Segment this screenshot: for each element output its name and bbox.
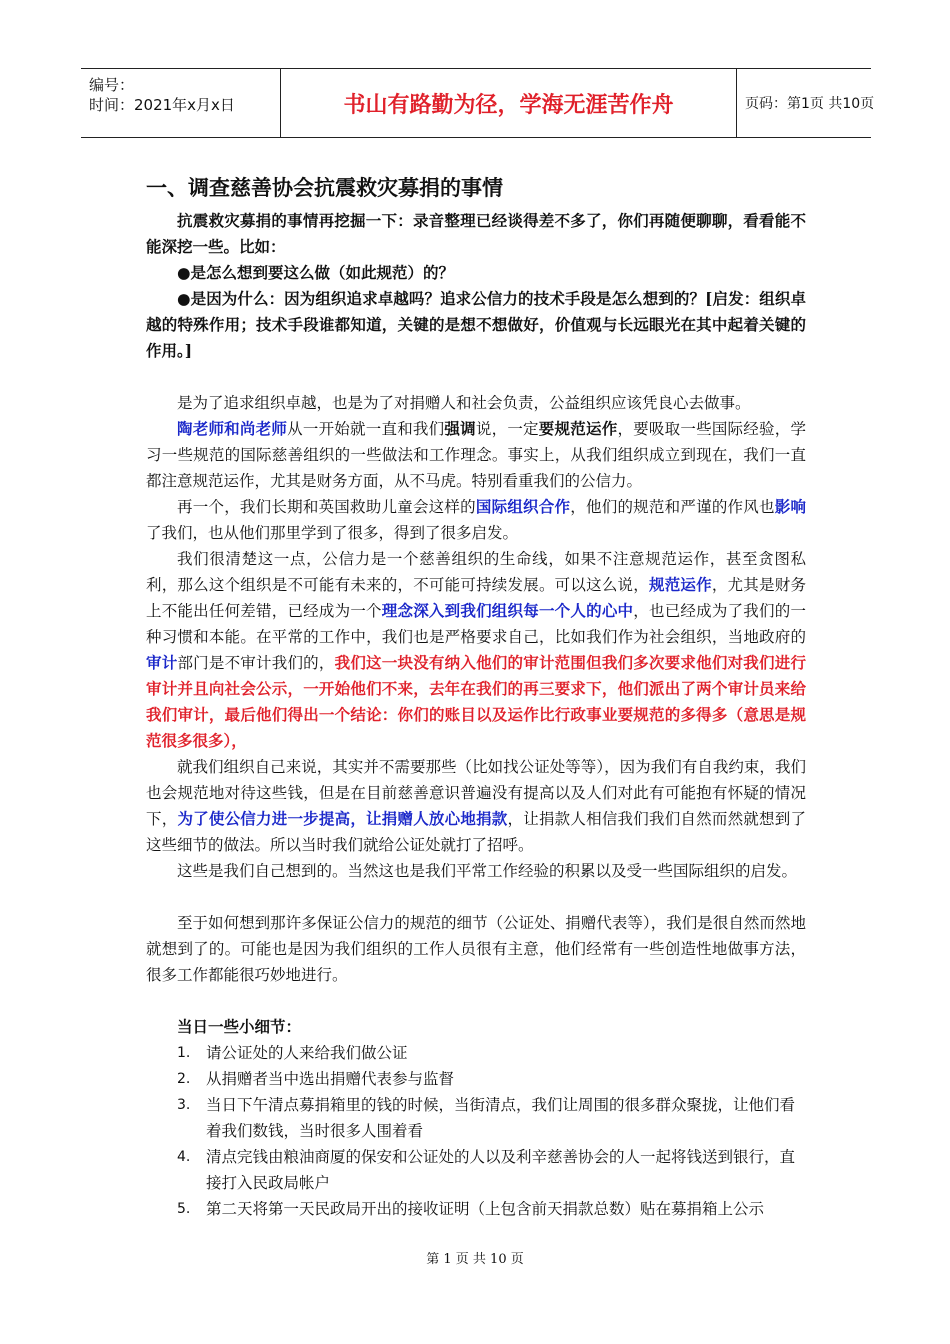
details-heading: 当日一些小细节： <box>177 1017 302 1036</box>
header-motto: 书山有路勤为径，学海无涯苦作舟 <box>281 69 737 137</box>
header-page-info: 页码：第1页 共10页 <box>745 96 875 112</box>
list-text: 请公证处的人来给我们做公证 <box>206 1044 408 1062</box>
list-item <box>146 1040 806 1066</box>
list-number: 1. <box>177 1045 191 1061</box>
document-body <box>146 208 806 1222</box>
header-table <box>81 68 875 138</box>
list-item <box>146 1066 806 1092</box>
intro-paragraph: 抗震救灾募捐的事情再挖掘一下：录音整理已经谈得差不多了，你们再随便聊聊，看看能不能深挖一些。比如： <box>146 211 806 256</box>
body-paragraph-4: 我们很清楚这一点，公信力是一个慈善组织的生命线，如果不注意规范运作，甚至贪图私利，那么这个组织是不可能有未来的，不可能可持续发展。可以这么说，规范运作，尤其是财务上不能出任何差错，已经成为一个理念深入到我们组织每一个人的心中，也已经成为了我们的一种习惯和本能。在平常的工作中，我们也是严格要求自己，比如我们作为社会组织，当地政府的审计部门是不审计我们的，我们这一块没有纳入他们的审计范围但我们多次要求他们对我们进行审计并且向社会公示，一开始他们不来，去年在我们的再三要求下，他们派出了两个审计员来给我们审计，最后他们得出一个结论：你们的账目以及运作比行政事业要规范的多得多（意思是规范很多很多）， <box>146 550 806 750</box>
body-paragraph-5: 就我们组织自己来说，其实并不需要那些（比如找公证处等等），因为我们有自我约束，我们也会规范地对待这些钱，但是在目前慈善意识普遍没有提高以及人们对此有可能抱有怀疑的情况下，为了使公信力进一步提高，让捐赠人放心地捐款，让捐款人相信我们我们自然而然就想到了这些细节的做法。所以当时我们就给公证处就打了招呼。 <box>146 758 806 854</box>
intro-bullet-2: ●是因为什么：因为组织追求卓越吗？追求公信力的技术手段是怎么想到的？[启发：组织卓越的特殊作用；技术手段谁都知道，关键的是想不想做好，价值观与长远眼光在其中起着关键的作用。] <box>146 289 806 360</box>
body-paragraph-3: 再一个，我们长期和英国救助儿童会这样的国际组织合作，他们的规范和严谨的作风也影响了我们，也从他们那里学到了很多，得到了很多启发。 <box>146 497 806 542</box>
highlight-audit: 我们这一块没有纳入他们的审计范围但我们多次要求他们对我们进行审计并且向社会公示，一开始他们不来，去年在我们的再三要求下，他们派出了两个审计员来给我们审计，最后他们得出一个结论：你们的账目以及运作比行政事业要规范的多得多（意思是规范很多很多）， <box>146 653 806 750</box>
list-item <box>146 1144 806 1196</box>
list-number: 4. <box>177 1149 191 1165</box>
highlight-credibility: 为了使公信力进一步提高，让捐赠人放心地捐款 <box>177 809 508 828</box>
details-list <box>146 1040 806 1222</box>
list-text: 第二天将第一天民政局开出的接收证明（上包含前天捐款总数）贴在募捐箱上公示 <box>206 1200 765 1218</box>
header-meta <box>81 69 281 137</box>
page-footer: 第 1 页 共 10 页 <box>426 1252 524 1267</box>
highlight-intl-cooperation: 国际组织合作 <box>475 497 571 516</box>
list-item <box>146 1092 806 1144</box>
list-number: 3. <box>177 1097 191 1113</box>
intro-bullet-1: ●是怎么想到要这么做（如此规范）的？ <box>177 263 455 282</box>
body-paragraph-6: 这些是我们自己想到的。当然这也是我们平常工作经验的积累以及受一些国际组织的启发。 <box>177 862 798 880</box>
number-label: 编号： <box>89 76 135 94</box>
date-label: 时间：2021年x月x日 <box>89 96 235 114</box>
section-title: 一、调查慈善协会抗震救灾募捐的事情 <box>146 176 503 200</box>
body-paragraph-1: 是为了追求组织卓越，也是为了对捐赠人和社会负责，公益组织应该凭良心去做事。 <box>177 394 751 412</box>
body-paragraph-7: 至于如何想到那许多保证公信力的规范的细节（公证处、捐赠代表等），我们是很自然而然地就想到了的。可能也是因为我们组织的工作人员很有主意，他们经常有一些创造性地做事方法，很多工作都能很巧妙地进行。 <box>146 914 806 984</box>
list-text: 清点完钱由粮油商厦的保安和公证处的人以及利辛慈善协会的人一起将钱送到银行，直接打入民政局帐户 <box>206 1148 796 1192</box>
body-paragraph-2: 陶老师和尚老师从一开始就一直和我们强调说，一定要规范运作，要吸取一些国际经验，学习一些规范的国际慈善组织的一些做法和工作理念。事实上，从我们组织成立到现在，我们一直都注意规范运作，尤其是财务方面，从不马虎。特别看重我们的公信力。 <box>146 419 806 490</box>
list-number: 2. <box>177 1071 191 1087</box>
highlight-teachers: 陶老师和尚老师 <box>177 419 288 438</box>
list-text: 当日下午清点募捐箱里的钱的时候，当街清点，我们让周围的很多群众聚拢，让他们看着我们数钱，当时很多人围着看 <box>206 1096 796 1140</box>
list-item <box>146 1196 806 1222</box>
list-text: 从捐赠者当中选出捐赠代表参与监督 <box>206 1070 455 1088</box>
highlight-concept: 理念深入到我们组织每一个人的心中 <box>381 601 634 620</box>
list-number: 5. <box>177 1201 191 1217</box>
